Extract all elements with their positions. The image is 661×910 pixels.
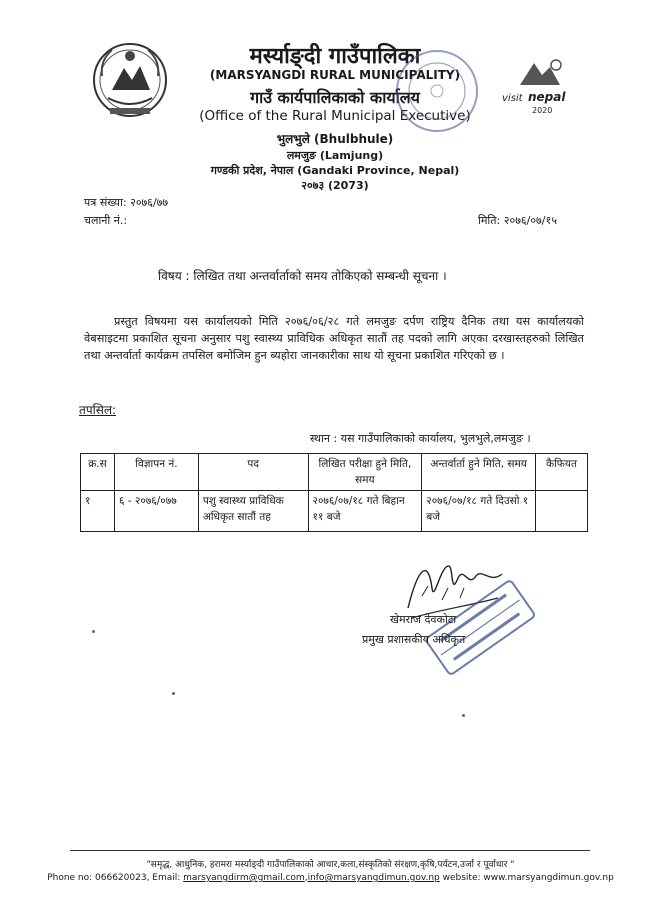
reference-number: पत्र संख्या: २०७६/७७	[84, 196, 169, 209]
column-header-interview: अन्तर्वार्ता हुने मिति, समय	[422, 454, 536, 491]
municipality-title-nepali: मर्स्याङ्दी गाउँपालिका	[249, 44, 421, 69]
visit-nepal-logo	[498, 55, 578, 120]
office-stamp-icon	[392, 46, 482, 136]
footer-website: website: www.marsyangdimun.gov.np	[439, 873, 614, 883]
column-header-remarks: कैफियत	[536, 454, 588, 491]
footer-phone: Phone no: 066620023, Email:	[47, 873, 184, 883]
officer-stamp-icon	[412, 575, 552, 685]
office-place: भुलभुले (Bhulbhule)	[276, 132, 394, 146]
letter-date: मिति: २०७६/०७/१५	[478, 214, 557, 227]
scan-speck	[462, 714, 465, 717]
office-title-english: (Office of the Rural Municipal Executive)	[199, 108, 471, 124]
column-header-post: पद	[198, 454, 308, 491]
municipality-title-english: (MARSYANGDI RURAL MUNICIPALITY)	[209, 68, 461, 82]
cell-remarks	[536, 491, 588, 532]
cell-ad-no: ६ - २०७६/०७७	[114, 491, 198, 532]
notice-body: प्रस्तुत विषयमा यस कार्यालयको मिति २०७६/०६/२८ गते लमजुङ दर्पण राष्ट्रिय दैनिक तथा यस कार्यालयको वेबसाइटमा प्रकाशित सूचना अनुसार पशु स्वास्थ्य प्राविधिक अधिकृत सातौं तह पदको लागि अएका दरखास्तहरुको लिखित तथा अन्तर्वार्ता कार्यक्रम तपसिल बमोजिम हुन ब्यहोरा जानकारीका साथ यो सूचना प्रकाशित गरिएको छ ।	[84, 315, 584, 362]
scan-speck	[172, 692, 175, 695]
footer-divider	[70, 850, 590, 851]
footer-contact	[0, 873, 661, 883]
visit-logo-year: 2020	[532, 106, 553, 115]
footer-separator: ,	[304, 873, 308, 883]
footer-email-link-1[interactable]: marsyangdirm@gmail.com	[183, 873, 305, 883]
cell-serial: १	[81, 491, 115, 532]
visit-logo-word-nepal: nepal	[528, 90, 566, 104]
details-heading: तपसिल:	[79, 403, 117, 417]
table-row	[81, 491, 588, 532]
cell-interview: २०७६/०७/१८ गते दिउसो १ बजे	[422, 491, 536, 532]
venue-line: स्थान : यस गाउँपालिकाको कार्यालय, भुलभुले,लमजुङ ।	[310, 432, 531, 445]
established-year: २०७३ (2073)	[301, 179, 369, 192]
dispatch-number: चलानी नं.:	[84, 214, 128, 227]
signer-name: खेमराज देवकोटा	[390, 613, 457, 626]
exam-schedule-table	[80, 453, 588, 532]
visit-logo-word-visit: visit	[502, 93, 523, 104]
office-title-nepali: गाउँ कार्यपालिकाको कार्यालय	[250, 88, 420, 107]
nepal-emblem-logo	[92, 40, 168, 120]
column-header-serial: क्र.स	[81, 454, 115, 491]
cell-post: पशु स्वास्थ्य प्राविधिक अधिकृत सातौं तह	[198, 491, 308, 532]
scan-speck	[92, 630, 95, 633]
column-header-ad-no: विज्ञापन नं.	[114, 454, 198, 491]
table-header-row	[81, 454, 588, 491]
column-header-written-exam: लिखित परीक्षा हुने मिति, समय	[308, 454, 422, 491]
subject-line: विषय : लिखित तथा अन्तर्वार्ताको समय तोकिएको सम्बन्धी सूचना ।	[158, 269, 447, 283]
cell-written-exam: २०७६/०७/१८ गते बिहान ११ बजे	[308, 491, 422, 532]
signer-title: प्रमुख प्रशासकीय अधिकृत	[362, 633, 466, 646]
office-province: गण्डकी प्रदेश, नेपाल (Gandaki Province, Nepal)	[210, 164, 460, 177]
footer-slogan: "समृद्ध, आधुनिक, हरामरा मर्स्याङ्दी गाउँपालिकाको आधार,कला,संस्कृतिको संरक्षण,कृषि,पर्यटन,उर्जा र पूर्वाधार "	[146, 860, 515, 870]
office-district: लमजुङ (Lamjung)	[286, 149, 384, 162]
footer-email-link-2[interactable]: info@marsyangdimun.gov.np	[307, 873, 440, 883]
